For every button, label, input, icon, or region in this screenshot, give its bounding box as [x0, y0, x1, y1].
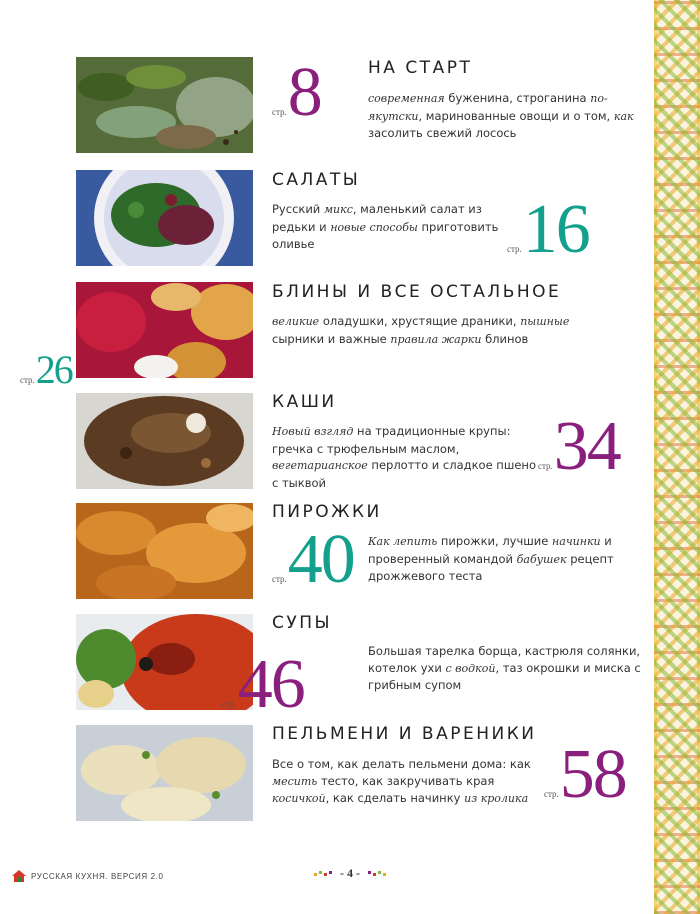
ornament-icon	[314, 870, 332, 878]
desc-text: на традиционные крупы: гречка с трюфельным маслом,	[272, 424, 511, 456]
highlight-text: начинки	[552, 535, 601, 548]
photo-pickles	[76, 57, 253, 153]
highlight-text: месить	[272, 774, 318, 788]
desc-text: , маринованные овощи и о том,	[418, 108, 614, 123]
section-title-start: НА СТАРТ	[368, 58, 473, 78]
page-label: стр.	[20, 375, 35, 385]
desc-text: , как сделать начинку	[325, 791, 465, 805]
section-title-salads: САЛАТЫ	[272, 170, 361, 190]
section-title-pies: ПИРОЖКИ	[272, 502, 382, 522]
page-ref-46	[222, 646, 304, 723]
page-label: стр.	[222, 699, 237, 709]
page-label: стр.	[544, 789, 559, 799]
desc-text: перлотто и сладкое пшено с тыквой	[272, 458, 536, 490]
page-label: стр.	[272, 107, 287, 117]
highlight-text: косичкой	[272, 792, 326, 805]
highlight-text: вегетарианское	[272, 459, 368, 472]
highlight-text: по-якутски	[368, 92, 608, 123]
desc-text: Большая тарелка борща, кастрюля солянки, котелок ухи	[368, 644, 641, 675]
page-number: 8	[287, 54, 321, 131]
desc-text: блинов	[481, 331, 529, 346]
photo-dumplings	[76, 725, 253, 821]
desc-text: оладушки, хрустящие драники,	[319, 314, 521, 328]
section-title-dumplings: ПЕЛЬМЕНИ И ВАРЕНИКИ	[272, 724, 537, 744]
desc-text: рецепт дрожжевого теста	[368, 551, 614, 583]
highlight-text: микс	[323, 203, 353, 216]
ornament-border	[654, 0, 700, 914]
book-title: РУССКАЯ КУХНЯ. ВЕРСИЯ 2.0	[31, 871, 164, 881]
section-desc-soups	[368, 643, 658, 694]
photo-porridge	[76, 393, 253, 489]
highlight-text: бабушек	[516, 552, 567, 566]
page-ref-58	[544, 736, 626, 813]
section-desc-salads	[272, 201, 512, 253]
page-label: стр.	[507, 244, 522, 254]
highlight-text: новые способы	[330, 220, 418, 234]
highlight-text: великие	[272, 315, 320, 328]
highlight-text: с водкой	[445, 661, 496, 675]
section-desc-pancakes	[272, 313, 622, 348]
page-number: - 4 -	[340, 866, 360, 880]
highlight-text: правила жарки	[390, 332, 482, 346]
highlight-text: пышные	[520, 315, 570, 328]
footer-book-title	[12, 870, 164, 882]
page-label: стр.	[538, 461, 553, 471]
desc-text: сырники и важные	[272, 331, 391, 346]
page-ref-8	[272, 54, 321, 131]
section-title-soups: СУПЫ	[272, 613, 333, 633]
photo-pancakes	[76, 282, 253, 378]
page-number: 34	[553, 408, 620, 485]
page-number: 26	[35, 347, 72, 392]
desc-text: приготовить оливье	[272, 219, 499, 251]
page-ref-26	[20, 347, 72, 392]
page-number: 46	[237, 646, 304, 723]
section-desc-dumplings	[272, 756, 542, 808]
section-desc-start	[368, 90, 658, 142]
page-number: 40	[287, 521, 354, 598]
desc-text: Русский	[272, 202, 324, 216]
house-logo-icon	[12, 870, 26, 882]
footer-page-number	[310, 866, 390, 881]
section-desc-porridge	[272, 423, 542, 491]
page-ref-40	[272, 521, 354, 598]
highlight-text: современная	[368, 92, 445, 105]
section-title-pancakes: БЛИНЫ И ВСЕ ОСТАЛЬНОЕ	[272, 282, 562, 302]
section-title-porridge: КАШИ	[272, 392, 337, 412]
page-number: 58	[559, 736, 626, 813]
highlight-text: из кролика	[464, 792, 529, 805]
desc-text: и проверенный командой	[368, 534, 612, 566]
highlight-text: Новый взгляд	[272, 425, 354, 438]
desc-text: Все о том, как делать пельмени дома: как	[272, 757, 531, 771]
page-label: стр.	[272, 574, 287, 584]
desc-text: засолить свежий лосось	[368, 126, 517, 140]
highlight-text: как	[613, 109, 634, 123]
page-ref-34	[538, 408, 620, 485]
desc-text: тесто, как закручивать края	[317, 773, 495, 788]
desc-text: пирожки, лучшие	[437, 534, 553, 548]
ornament-icon	[368, 870, 386, 878]
photo-salad	[76, 170, 253, 266]
photo-pies	[76, 503, 253, 599]
section-desc-pies	[368, 533, 648, 585]
desc-text: буженина, строганина	[444, 91, 591, 105]
highlight-text: Как лепить	[368, 535, 438, 548]
page-ref-16	[507, 191, 589, 268]
desc-text: , таз окрошки и миска с грибным супом	[368, 660, 641, 692]
page-number: 16	[522, 191, 589, 268]
desc-text: , маленький салат из редьки и	[272, 202, 482, 234]
